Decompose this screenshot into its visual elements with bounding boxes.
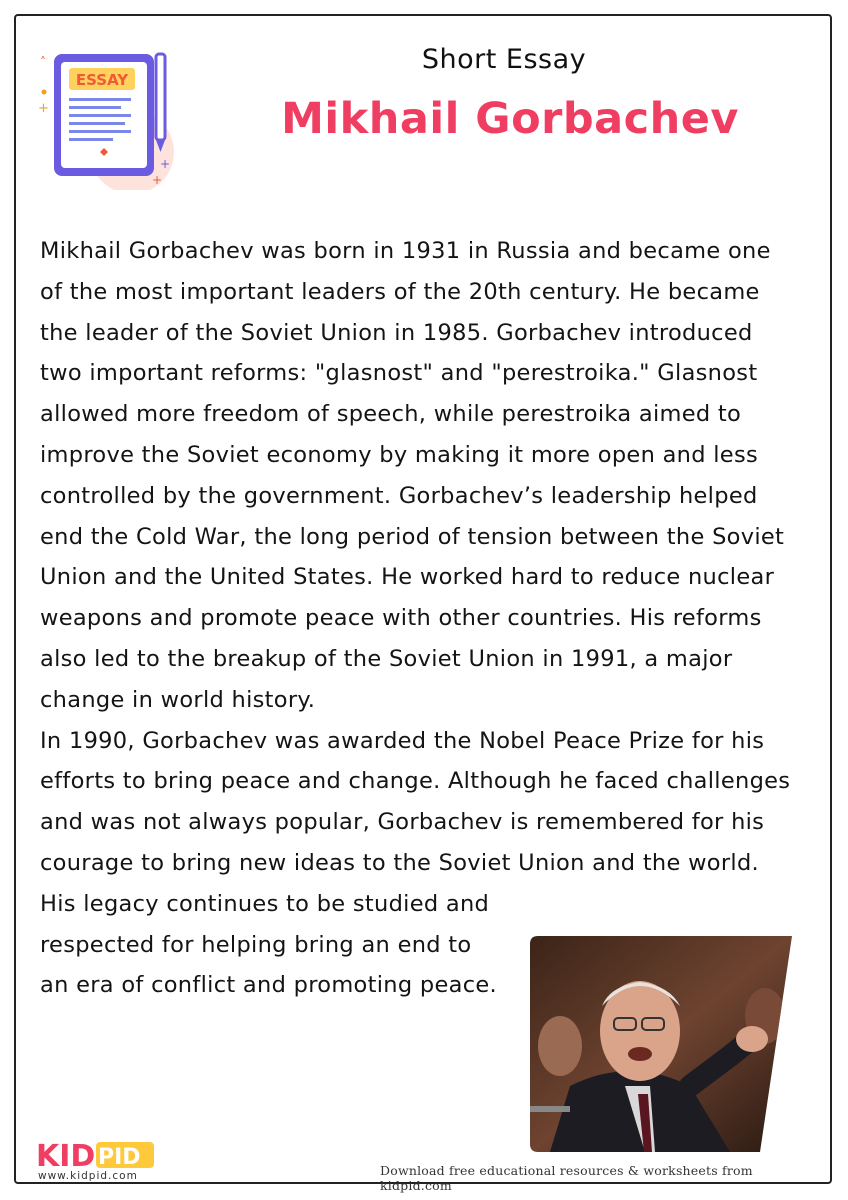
essay-body <box>40 231 800 1006</box>
essay-paragraph-1: Mikhail Gorbachev was born in 1931 in Russia and became one of the most important leaders of the 20th century. He became the leader of the Soviet Union in 1985. Gorbachev introduced two important reforms: "glasnost" and "perestroika." Glasnost allowed more freedom of speech, while perestroika aimed to improve the Soviet economy by making it more open and less controlled by the government. Gorbachev’s leadership helped end the Cold War, the long period of tension between the Soviet Union and the United States. He worked hard to reduce nuclear weapons and promote peace with other countries. His reforms also led to the breakup of the Soviet Union in 1991, a major change in world history. <box>40 238 785 713</box>
logo-kid-text: KID <box>36 1139 96 1174</box>
logo-url: www.kidpid.com <box>38 1170 138 1182</box>
page-subtitle: Short Essay <box>421 44 587 75</box>
essay-paragraph-2: In 1990, Gorbachev was awarded the Nobel Peace Prize for his efforts to bring peace and change. Although he faced challenges and was not always popular, Gorbachev is remembered for his courage to bring new ideas to the Soviet Union and the world. <box>40 727 791 876</box>
page-title: Mikhail Gorbachev <box>281 94 739 144</box>
svg-text:+: + <box>152 173 163 187</box>
svg-text:+: + <box>38 101 49 116</box>
svg-text:+: + <box>160 157 171 171</box>
essay-clipboard-icon <box>34 40 184 190</box>
logo-pid-text: PID <box>98 1145 141 1170</box>
essay-paragraph-3: His legacy continues to be studied and respected for helping bring an end to an era of conflict and promoting peace. <box>40 890 497 999</box>
essay-icon-label: ESSAY <box>75 71 129 89</box>
gorbachev-photo <box>530 936 792 1152</box>
svg-text:˄: ˄ <box>40 55 46 69</box>
footer-download-text: Download free educational resources & worksheets from kidpid.com <box>380 1163 753 1193</box>
